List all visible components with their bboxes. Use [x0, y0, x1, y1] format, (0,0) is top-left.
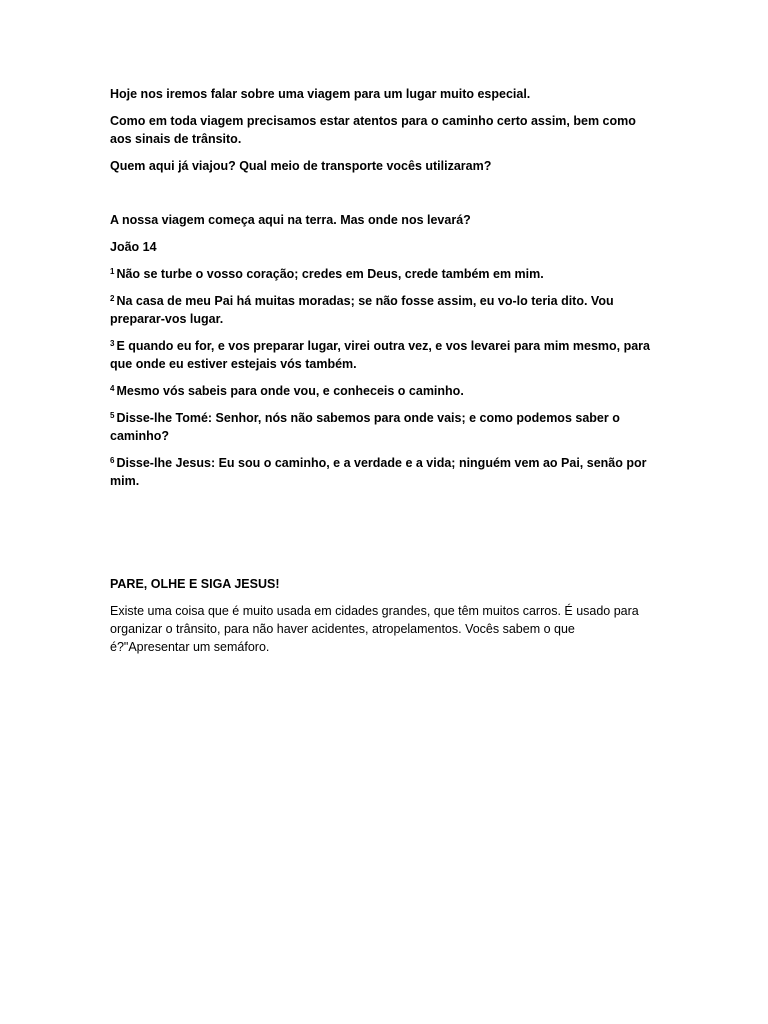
- verse-number: 1: [110, 267, 115, 276]
- verse-number: 6: [110, 456, 115, 465]
- intro-paragraph: Como em toda viagem precisamos estar atentos para o caminho certo assim, bem como aos sinais de trânsito.: [110, 114, 636, 146]
- verse-number: 5: [110, 411, 115, 420]
- verse-text: Na casa de meu Pai há muitas moradas; se não fosse assim, eu vo-lo teria dito. Vou preparar-vos lugar.: [110, 294, 614, 326]
- verse: [110, 409, 652, 445]
- verse-text: Mesmo vós sabeis para onde vou, e conheceis o caminho.: [116, 384, 464, 398]
- verse-text: Não se turbe o vosso coração; credes em Deus, crede também em mim.: [116, 267, 544, 281]
- verse: [110, 382, 652, 400]
- verse-number: 4: [110, 384, 115, 393]
- verse-text: Disse-lhe Jesus: Eu sou o caminho, e a verdade e a vida; ninguém vem ao Pai, senão por mim.: [110, 456, 647, 488]
- intro-paragraph: Hoje nos iremos falar sobre uma viagem para um lugar muito especial.: [110, 87, 531, 101]
- verse-text: Disse-lhe Tomé: Senhor, nós não sabemos para onde vais; e como podemos saber o caminho?: [110, 411, 620, 443]
- empty-line: [110, 184, 768, 202]
- verse-number: 2: [110, 294, 115, 303]
- closing-paragraph: Existe uma coisa que é muito usada em cidades grandes, que têm muitos carros. É usado para organizar o trânsito, para não haver acidentes, atropelamentos. Vocês sabem o que é?"Apresentar um semáforo.: [110, 604, 639, 654]
- verse-text: E quando eu for, e vos preparar lugar, virei outra vez, e vos levarei para mim mesmo, para que onde eu estiver estejais vós também.: [110, 339, 650, 371]
- verse: [110, 265, 652, 283]
- verse: [110, 454, 652, 490]
- verse: [110, 337, 652, 373]
- verse-number: 3: [110, 339, 115, 348]
- bible-reference: João 14: [110, 240, 157, 254]
- question-paragraph: Quem aqui já viajou? Qual meio de transporte vocês utilizaram?: [110, 159, 492, 173]
- journey-paragraph: A nossa viagem começa aqui na terra. Mas onde nos levará?: [110, 213, 471, 227]
- verse: [110, 292, 652, 328]
- section-title: PARE, OLHE E SIGA JESUS!: [110, 577, 280, 591]
